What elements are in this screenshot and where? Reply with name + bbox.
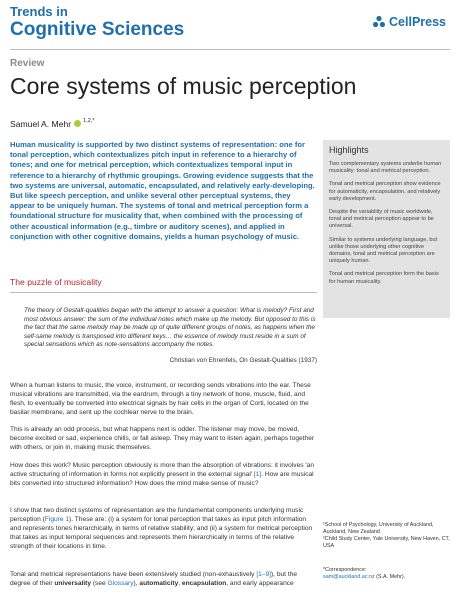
glossary-term: universality [54,580,92,588]
highlights-title: Highlights [329,145,369,155]
text-run: ). These are: (i) a system for tonal perception that takes as input pitch information and represents tones hierarchically, in terms of relative stability; and (ii) a system for metrical perception that takes as input temporal sequences and represents them hierarchically in terms of the relative strength of their locations in time. [10,516,313,551]
text-run: , and early appearance [226,580,294,588]
header-divider [10,49,450,50]
section-heading: The puzzle of musicality [10,277,102,287]
glossary-term: encapsulation [181,580,227,588]
text-run: , [178,580,182,588]
reference-link[interactable]: [1–9] [256,571,271,578]
author-name: Samuel A. Mehr [10,119,72,129]
highlight-item: Despite the variability of music worldwide, tonal and metrical perception appear to be universal. [329,209,434,230]
text-run: Tonal and metrical representations have been extensively studied (non-exhaustively [10,571,257,578]
highlight-item: Two complementary systems underlie human musicality: tonal and metrical perception. [329,161,442,175]
correspondence-label: *Correspondence: [323,567,367,573]
body-paragraph: This is already an odd process, but what happens next is odder. The listener may move, be moved, become excited or sad, experience chills, or fall asleep. They may want to listen again, perhaps together with others, or join in, making music themselves. [10,426,315,452]
orcid-icon[interactable] [74,120,81,127]
text-run: (see [91,580,108,588]
abstract: Human musicality is supported by two distinct systems of representation: one for tonal perception, which contextualizes pitch input in reference to a hierarchy of tones; and one for metrical perception, which contextualizes temporal input in reference to a hierarchy of rhythmic groupings. Growing evidence suggests that the two systems are universal, automatic, encapsulated, and relatively early-developing. But like speech perception, and unlike several other perceptual systems, they appear to be uniquely human. The systems of tonal and metrical perception form a foundational structure for musicality that, when combined with the processing of other acoustical information (e.g., timbre or auditory scenes), and applied in conjunction with other cognitive domains, yields a human psychology of music. [10,140,315,241]
text-run: I show that two distinct systems of representation are the fundamental components underlying music perception ( [10,507,304,524]
email-link[interactable]: sam@auckland.ac.nz [323,574,375,580]
text-run: How does this work? Music perception obviously is more than the absorption of vibrations: it involves 'an active structuring of information in forms not explicitly present in the external signal' [10,462,314,479]
affiliations [323,522,450,550]
text-run: . How are musical bits converted into structured information? How does the mind make sense of music? [10,471,314,488]
reference-link[interactable]: [1] [253,471,262,479]
highlight-item: Tonal and metrical perception form the basis for human musicality. [329,271,439,285]
figure-link[interactable]: Figure 1 [44,516,70,524]
glossary-link[interactable]: Glossary [107,580,134,588]
article-type: Review [10,58,45,69]
glossary-term: automaticity [139,580,179,588]
cellpress-logo-icon [372,15,386,29]
body-paragraph: When a human listens to music, the voice, instrument, or recording sends vibrations into the ear. These musical vibrations are transmitted, via the eardrum, through a tiny network of bone, muscle, fluid, and flesh, to eventually be converted into electrical signals by hair cells in the organ of Corti, located on the basilar membrane, and sent up the cochlear nerve to the brain. [10,382,311,417]
correspondence [323,567,450,581]
body-paragraph [10,506,317,551]
journal-name-line1: Trends in [10,4,68,19]
body-paragraph [10,570,317,588]
publisher-name: CellPress [389,15,446,29]
publisher-logo [372,15,446,29]
highlight-item: Tonal and metrical perception show evidence for automaticity, encapsulation, and relatively early development. [329,181,441,202]
body-paragraph [10,461,317,488]
epigraph-attribution: Christian von Ehrenfels, On Gestalt-Qualities (1937) [169,357,317,364]
affiliation-2: ²Child Study Center, Yale University, New Haven, CT, USA [323,536,450,549]
journal-name-line2: Cognitive Sciences [10,19,185,40]
article-title: Core systems of music perception [10,73,357,99]
correspondence-line [323,574,450,581]
correspondence-suffix: (S.A. Mehr). [374,574,406,580]
highlight-item: Similar to systems underlying language, but unlike those underlying other cognitive domains, tonal and metrical perception are uniquely human. [329,236,438,265]
text-run: ), but the degree of their [10,571,298,588]
epigraph-quote: The theory of Gestalt-qualities began with the attempt to answer a question: What is melody? First and most obvious answer: the sum of the individual notes which make up the melody. But opposed to this is the fact that the same melody may be made up of quite different groups of notes, as happens when the self-same melody is transposed into different keys… the essence of melody must reside in a sum of special sensations which as note-sensations accompany the notes. [24,307,316,349]
section-divider [10,292,317,293]
author-affiliation-marks: 1,2,* [83,118,95,124]
highlights-box [323,140,450,318]
text-run: ), [133,580,140,588]
affiliation-1: ¹School of Psychology, University of Auckland, Auckland, New Zealand [323,522,434,535]
author-line [10,119,94,129]
